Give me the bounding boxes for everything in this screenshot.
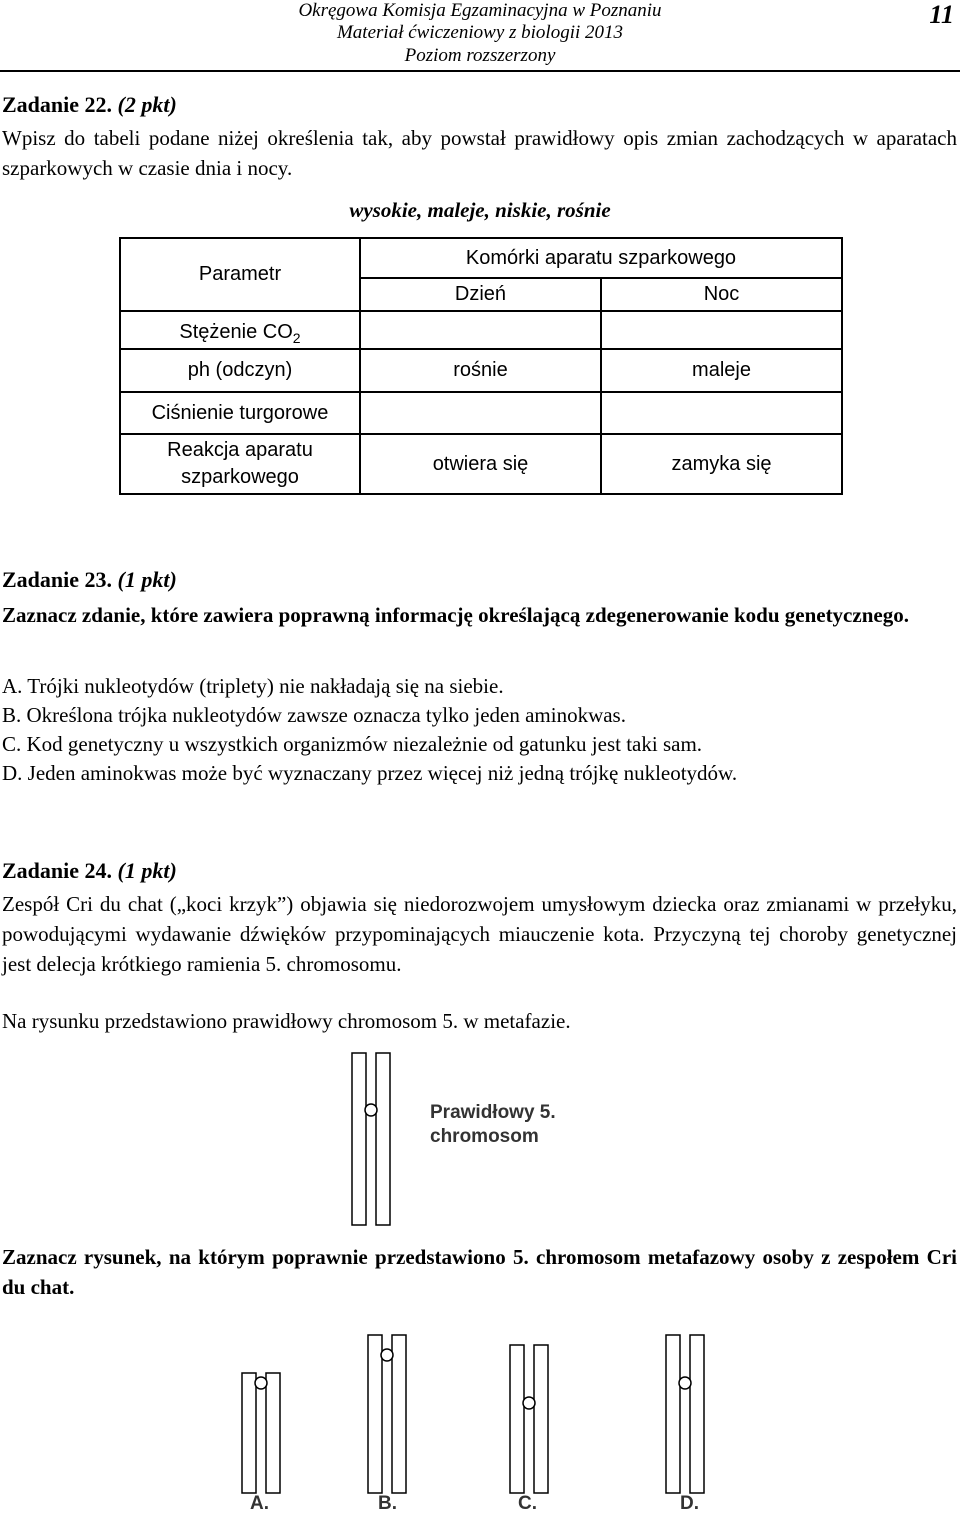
row-turgor-night[interactable] — [601, 392, 842, 434]
task24-title-main: Zadanie 24. — [2, 858, 113, 883]
option-d-label: D. — [680, 1493, 699, 1514]
page-number: 11 — [929, 0, 954, 29]
answer-options-figure — [220, 1325, 740, 1515]
option-a-label: A. — [250, 1493, 269, 1514]
task23-question: Zaznacz zdanie, które zawiera poprawną informację określającą zdegenerowanie kodu genetycznego. — [2, 603, 909, 627]
task22-title-points: (2 pkt) — [117, 92, 177, 117]
task23-option-a[interactable] — [2, 672, 504, 701]
row-reaction-night: zamyka się — [601, 434, 842, 494]
task22-title — [2, 92, 177, 118]
task22-word-bank: wysokie, maleje, niskie, rośnie — [349, 198, 611, 222]
table-header-day: Dzień — [360, 278, 601, 311]
row-turgor-day[interactable] — [360, 392, 601, 434]
task23-option-d[interactable] — [2, 759, 737, 788]
normal-chromosome — [352, 1053, 390, 1225]
table-header-group: Komórki aparatu szparkowego — [360, 238, 842, 278]
option-d-letter: D. — [2, 761, 23, 785]
task24-title-points: (1 pkt) — [117, 858, 177, 883]
row-reaction-label-l1: Reakcja aparatu — [167, 439, 313, 461]
option-b-chromosome[interactable] — [368, 1335, 406, 1493]
row-reaction-label-l2: szparkowego — [181, 466, 299, 488]
option-d-chromosome[interactable] — [666, 1335, 704, 1493]
table-header-night: Noc — [601, 278, 842, 311]
task23-title-main: Zadanie 23. — [2, 567, 113, 592]
task23-title — [2, 567, 177, 593]
row-co2-day[interactable] — [360, 311, 601, 349]
task24-title — [2, 858, 177, 884]
row-reaction-label — [120, 434, 360, 494]
row-co2-label-main: Stężenie CO — [179, 321, 293, 343]
task23-title-points: (1 pkt) — [117, 567, 177, 592]
task22-instruction: Wpisz do tabeli podane niżej określenia tak, aby powstał prawidłowy opis zmian zachodzących w aparatach szparkowych w czasie dnia i nocy. — [2, 126, 957, 180]
option-b-letter: B. — [2, 703, 22, 727]
normal-chromosome-label-l2: chromosom — [430, 1126, 539, 1147]
stomata-table — [119, 237, 843, 495]
header-line-3: Poziom rozszerzony — [404, 45, 556, 66]
task24-intro: Zespół Cri du chat („koci krzyk”) objawia się niedorozwojem umysłowym dziecka oraz zmianami w przełyku, powodującymi wydawanie dźwięków przypominających miauczenie kota. Przyczyną tej choroby genetycznej jest delecja krótkiego ramienia 5. chromosomu. — [2, 892, 957, 976]
row-reaction-day: otwiera się — [360, 434, 601, 494]
row-ph-night: maleje — [601, 349, 842, 392]
option-c-text: Kod genetyczny u wszystkich organizmów niezależnie od gatunku jest taki sam. — [26, 732, 703, 756]
normal-chromosome-figure — [330, 1048, 590, 1233]
option-d-text: Jeden aminokwas może być wyznaczany przez więcej niż jedną trójkę nukleotydów. — [27, 761, 738, 785]
option-b-text: Określona trójka nukleotydów zawsze oznacza tylko jeden aminokwas. — [26, 703, 626, 727]
row-ph-day: rośnie — [360, 349, 601, 392]
row-co2-label-sub: 2 — [292, 330, 301, 346]
task24-question: Zaznacz rysunek, na którym poprawnie przedstawiono 5. chromosom metafazowy osoby z zespołem Cri du chat. — [2, 1245, 957, 1299]
option-c-letter: C. — [2, 732, 22, 756]
option-c-label: C. — [518, 1493, 537, 1514]
table-header-param: Parametr — [120, 238, 360, 311]
row-ph-label: ph (odczyn) — [120, 349, 360, 392]
normal-chromosome-label-l1: Prawidłowy 5. — [430, 1102, 556, 1123]
option-a-letter: A. — [2, 674, 23, 698]
task23-option-b[interactable] — [2, 701, 626, 730]
task24-figure-caption: Na rysunku przedstawiono prawidłowy chromosom 5. w metafazie. — [2, 1009, 571, 1033]
header-rule — [0, 70, 960, 72]
header-line-1: Okręgowa Komisja Egzaminacyjna w Poznaniu — [298, 0, 662, 21]
option-a-chromosome[interactable] — [242, 1373, 280, 1493]
row-co2-night[interactable] — [601, 311, 842, 349]
option-b-label: B. — [378, 1493, 397, 1514]
task23-option-c[interactable] — [2, 730, 702, 759]
header-line-2: Materiał ćwiczeniowy z biologii 2013 — [336, 22, 624, 43]
row-turgor-label: Ciśnienie turgorowe — [120, 392, 360, 434]
option-a-text: Trójki nukleotydów (triplety) nie nakładają się na siebie. — [27, 674, 504, 698]
task22-title-main: Zadanie 22. — [2, 92, 113, 117]
row-co2-label — [120, 311, 360, 349]
option-c-chromosome[interactable] — [510, 1345, 548, 1493]
